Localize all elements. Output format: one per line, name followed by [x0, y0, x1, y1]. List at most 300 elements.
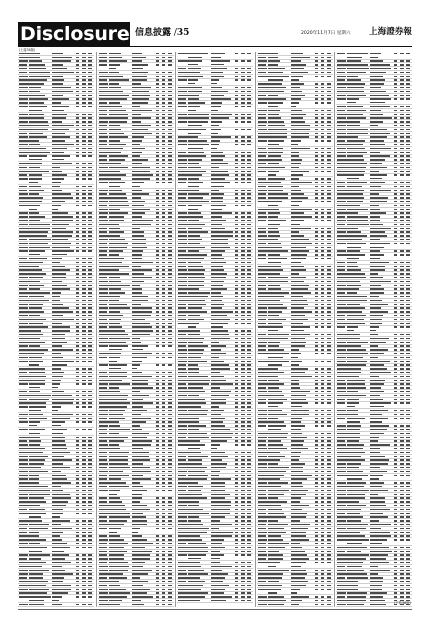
table-cell — [406, 269, 410, 270]
table-cell — [88, 592, 92, 593]
table-cell — [211, 250, 225, 251]
table-cell — [188, 243, 200, 244]
table-cell — [99, 410, 109, 411]
table-cell — [99, 429, 108, 430]
table-cell — [52, 509, 63, 510]
table-cell — [235, 535, 238, 536]
table-cell — [370, 220, 380, 221]
table-cell — [211, 380, 226, 381]
table-cell — [211, 349, 221, 350]
table-cell — [247, 338, 251, 339]
table-cell — [132, 353, 153, 354]
table-cell — [247, 277, 251, 278]
table-cell — [268, 364, 283, 365]
table-cell — [76, 133, 79, 134]
table-cell — [400, 353, 404, 354]
table-cell — [337, 459, 347, 460]
table-cell — [268, 148, 284, 149]
table-cell — [370, 596, 383, 597]
table-cell — [52, 288, 70, 289]
table-cell — [406, 79, 410, 80]
table-cell — [211, 551, 220, 552]
table-cell — [29, 554, 50, 555]
table-cell — [88, 129, 92, 130]
table-cell — [406, 167, 410, 168]
table-cell — [132, 83, 142, 84]
table-cell — [178, 551, 188, 552]
table-cell — [76, 307, 79, 308]
table-cell — [156, 414, 159, 415]
table-cell — [178, 117, 188, 118]
table-cell — [268, 562, 281, 563]
table-cell — [268, 79, 283, 80]
table-cell — [394, 110, 397, 111]
table-cell — [258, 372, 268, 373]
table-cell — [258, 117, 266, 118]
table-cell — [88, 102, 92, 103]
table-cell — [162, 497, 166, 498]
table-cell — [156, 163, 159, 164]
table-cell — [88, 323, 92, 324]
table-cell — [235, 596, 238, 597]
table-cell — [19, 342, 29, 343]
table-cell — [156, 228, 159, 229]
table-cell — [235, 600, 238, 601]
table-cell — [132, 425, 141, 426]
table-cell — [370, 330, 376, 331]
table-cell — [406, 448, 410, 449]
table-cell — [52, 277, 66, 278]
table-cell — [241, 577, 245, 578]
table-cell — [82, 155, 86, 156]
table-cell — [347, 193, 363, 194]
table-cell — [156, 577, 159, 578]
table-cell — [406, 589, 410, 590]
table-cell — [321, 167, 325, 168]
table-cell — [347, 505, 366, 506]
table-cell — [315, 68, 318, 69]
table-cell — [321, 220, 325, 221]
table-cell — [99, 380, 110, 381]
table-cell — [400, 399, 404, 400]
table-cell — [315, 288, 318, 289]
table-cell — [268, 535, 282, 536]
table-cell — [156, 566, 159, 567]
table-cell — [400, 357, 404, 358]
table-cell — [19, 102, 28, 103]
table-cell — [99, 543, 108, 544]
table-cell — [370, 83, 384, 84]
table-cell — [82, 604, 86, 605]
table-cell — [88, 197, 92, 198]
table-cell — [88, 273, 92, 274]
table-cell — [315, 133, 318, 134]
table-cell — [52, 292, 61, 293]
table-cell — [327, 281, 331, 282]
table-cell — [52, 345, 62, 346]
table-cell — [168, 319, 172, 320]
table-cell — [268, 532, 286, 533]
table-cell — [76, 296, 79, 297]
table-cell — [19, 448, 29, 449]
table-cell — [29, 76, 50, 77]
table-cell — [211, 372, 220, 373]
table-cell — [406, 547, 410, 548]
table-cell — [188, 414, 207, 415]
table-cell — [19, 323, 28, 324]
table-cell — [247, 425, 251, 426]
table-cell — [235, 277, 238, 278]
table-cell — [188, 585, 203, 586]
table-cell — [315, 551, 318, 552]
table-cell — [52, 380, 61, 381]
table-cell — [162, 216, 166, 217]
table-cell — [347, 258, 359, 259]
table-cell — [99, 554, 107, 555]
table-cell — [88, 87, 92, 88]
table-cell — [400, 174, 404, 175]
table-cell — [82, 163, 86, 164]
table-cell — [321, 440, 325, 441]
table-cell — [188, 193, 209, 194]
table-cell — [394, 300, 397, 301]
table-cell — [188, 216, 203, 217]
table-cell — [347, 364, 366, 365]
table-cell — [291, 129, 310, 130]
table-cell — [211, 114, 232, 115]
table-cell — [400, 349, 404, 350]
table-cell — [327, 596, 331, 597]
table-cell — [19, 231, 29, 232]
table-cell — [132, 228, 140, 229]
table-cell — [19, 133, 27, 134]
table-cell — [19, 72, 27, 73]
table-cell — [132, 406, 143, 407]
table-cell — [347, 406, 355, 407]
table-cell — [268, 159, 283, 160]
table-cell — [235, 212, 238, 213]
table-cell — [19, 220, 28, 221]
table-cell — [82, 133, 86, 134]
table-cell — [29, 212, 39, 213]
table-cell — [347, 277, 366, 278]
table-cell — [188, 98, 199, 99]
table-cell — [247, 60, 251, 61]
table-cell — [82, 570, 86, 571]
table-cell — [247, 258, 251, 259]
table-cell — [394, 277, 397, 278]
table-cell — [347, 114, 363, 115]
table-cell — [52, 91, 73, 92]
table-cell — [337, 429, 346, 430]
table-cell — [321, 418, 325, 419]
table-cell — [370, 262, 389, 263]
table-cell — [268, 243, 282, 244]
table-cell — [406, 554, 410, 555]
table-cell — [29, 437, 40, 438]
table-cell — [347, 285, 361, 286]
table-cell — [247, 330, 251, 331]
table-cell — [291, 494, 306, 495]
table-cell — [406, 281, 410, 282]
table-cell — [394, 269, 397, 270]
table-cell — [406, 566, 410, 567]
table-cell — [327, 277, 331, 278]
table-cell — [406, 311, 410, 312]
table-cell — [109, 414, 123, 415]
table-cell — [241, 323, 245, 324]
table-cell — [291, 482, 303, 483]
table-cell — [82, 497, 86, 498]
table-cell — [337, 201, 346, 202]
table-cell — [52, 452, 70, 453]
table-cell — [315, 433, 318, 434]
table-cell — [394, 212, 397, 213]
table-cell — [315, 402, 318, 403]
table-cell — [99, 528, 107, 529]
table-cell — [347, 167, 366, 168]
table-cell — [82, 414, 86, 415]
table-cell — [315, 216, 318, 217]
table-cell — [400, 372, 404, 373]
table-cell — [132, 167, 151, 168]
table-cell — [347, 178, 359, 179]
table-cell — [370, 539, 387, 540]
table-column — [177, 52, 253, 607]
table-cell — [99, 53, 108, 54]
table-cell — [76, 448, 79, 449]
table-cell — [406, 205, 410, 206]
table-cell — [291, 269, 306, 270]
table-cell — [88, 535, 92, 536]
table-cell — [19, 60, 28, 61]
table-cell — [132, 235, 144, 236]
table-cell — [400, 79, 404, 80]
table-cell — [347, 87, 364, 88]
table-cell — [291, 125, 310, 126]
table-cell — [258, 391, 268, 392]
table-cell — [370, 159, 385, 160]
table-cell — [52, 547, 70, 548]
table-cell — [132, 87, 151, 88]
table-cell — [394, 372, 397, 373]
table-cell — [394, 319, 397, 320]
table-cell — [99, 364, 108, 365]
table-cell — [406, 304, 410, 305]
table-cell — [168, 125, 172, 126]
table-cell — [406, 98, 410, 99]
table-cell — [370, 520, 379, 521]
table-cell — [394, 497, 397, 498]
table-cell — [188, 600, 200, 601]
table-cell — [406, 326, 410, 327]
table-cell — [76, 589, 79, 590]
table-cell — [168, 53, 172, 54]
table-cell — [109, 471, 123, 472]
table-cell — [29, 433, 40, 434]
table-cell — [347, 573, 367, 574]
table-cell — [109, 600, 122, 601]
table-cell — [268, 247, 282, 248]
table-cell — [247, 239, 251, 240]
table-cell — [370, 551, 392, 552]
table-cell — [258, 315, 268, 316]
table-cell — [188, 581, 205, 582]
table-cell — [29, 216, 45, 217]
table-cell — [162, 551, 166, 552]
table-cell — [268, 197, 289, 198]
table-cell — [268, 444, 284, 445]
table-cell — [315, 159, 318, 160]
table-cell — [162, 539, 166, 540]
table-cell — [188, 247, 205, 248]
table-cell — [188, 562, 200, 563]
table-cell — [211, 64, 224, 65]
table-cell — [321, 535, 325, 536]
table-cell — [19, 528, 27, 529]
table-cell — [235, 224, 238, 225]
table-cell — [188, 558, 201, 559]
table-cell — [211, 220, 226, 221]
table-cell — [370, 258, 380, 259]
table-cell — [241, 516, 245, 517]
table-cell — [400, 467, 404, 468]
table-cell — [178, 520, 187, 521]
table-cell — [268, 410, 282, 411]
table-cell — [291, 380, 299, 381]
table-cell — [327, 490, 331, 491]
table-cell — [178, 467, 188, 468]
table-cell — [321, 604, 325, 605]
table-cell — [99, 140, 107, 141]
table-cell — [99, 338, 109, 339]
table-cell — [406, 235, 410, 236]
table-cell — [315, 231, 318, 232]
table-cell — [327, 452, 331, 453]
table-cell — [88, 174, 92, 175]
table-cell — [337, 171, 347, 172]
table-cell — [76, 266, 79, 267]
table-cell — [370, 402, 391, 403]
table-cell — [82, 459, 86, 460]
table-cell — [337, 380, 345, 381]
table-cell — [29, 402, 46, 403]
table-cell — [347, 486, 364, 487]
table-cell — [19, 114, 28, 115]
table-cell — [268, 292, 290, 293]
table-cell — [82, 353, 86, 354]
table-cell — [406, 497, 410, 498]
table-cell — [109, 201, 129, 202]
table-cell — [211, 475, 219, 476]
table-cell — [178, 581, 186, 582]
table-cell — [88, 547, 92, 548]
table-cell — [52, 410, 58, 411]
table-cell — [347, 269, 361, 270]
table-cell — [188, 505, 199, 506]
table-cell — [291, 330, 305, 331]
table-cell — [109, 121, 127, 122]
table-cell — [132, 121, 141, 122]
table-cell — [337, 334, 347, 335]
table-cell — [156, 551, 159, 552]
table-cell — [321, 494, 325, 495]
table-cell — [52, 372, 64, 373]
table-cell — [82, 334, 86, 335]
table-cell — [291, 501, 300, 502]
table-cell — [162, 478, 166, 479]
table-cell — [19, 482, 29, 483]
table-cell — [394, 182, 397, 183]
table-cell — [211, 383, 233, 384]
table-cell — [168, 102, 172, 103]
table-cell — [82, 178, 86, 179]
table-cell — [168, 539, 172, 540]
table-cell — [268, 497, 278, 498]
table-cell — [337, 125, 346, 126]
table-cell — [406, 562, 410, 563]
table-cell — [337, 129, 346, 130]
table-cell — [132, 319, 146, 320]
table-cell — [76, 349, 79, 350]
table-cell — [268, 117, 282, 118]
table-cell — [156, 136, 159, 137]
table-cell — [52, 250, 74, 251]
table-cell — [88, 456, 92, 457]
table-cell — [76, 509, 79, 510]
table-cell — [109, 410, 125, 411]
table-cell — [188, 471, 205, 472]
table-cell — [347, 98, 359, 99]
table-cell — [235, 171, 238, 172]
table-cell — [347, 581, 358, 582]
table-cell — [109, 95, 130, 96]
table-cell — [178, 171, 188, 172]
table-cell — [109, 285, 131, 286]
table-cell — [132, 243, 147, 244]
table-cell — [315, 273, 318, 274]
table-cell — [168, 551, 172, 552]
table-cell — [337, 87, 346, 88]
table-cell — [156, 121, 159, 122]
table-cell — [337, 532, 347, 533]
table-cell — [406, 129, 410, 130]
table-cell — [370, 452, 380, 453]
table-cell — [99, 387, 107, 388]
table-cell — [19, 585, 29, 586]
table-cell — [162, 399, 166, 400]
table-cell — [168, 250, 172, 251]
table-cell — [76, 547, 79, 548]
table-cell — [19, 463, 28, 464]
table-cell — [347, 163, 367, 164]
table-cell — [327, 353, 331, 354]
table-cell — [400, 53, 404, 54]
table-cell — [337, 585, 347, 586]
table-cell — [241, 136, 245, 137]
table-cell — [168, 57, 172, 58]
table-cell — [109, 57, 122, 58]
table-cell — [400, 159, 404, 160]
table-cell — [394, 201, 397, 202]
table-cell — [19, 91, 28, 92]
table-cell — [52, 414, 73, 415]
table-cell — [235, 478, 238, 479]
table-cell — [88, 345, 92, 346]
table-cell — [235, 53, 238, 54]
table-cell — [406, 193, 410, 194]
table-cell — [370, 448, 380, 449]
